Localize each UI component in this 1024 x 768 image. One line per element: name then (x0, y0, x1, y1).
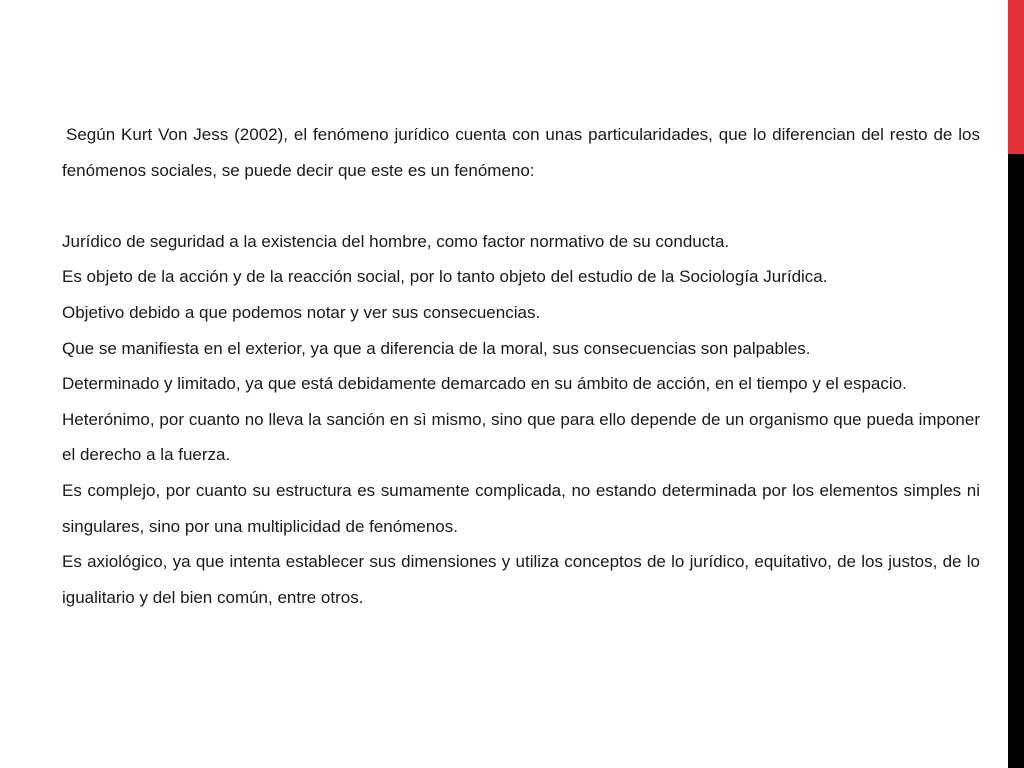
characteristic-item: Es objeto de la acción y de la reacción social, por lo tanto objeto del estudio de la Sociología Jurídica. (62, 267, 828, 287)
intro-paragraph: Según Kurt Von Jess (2002), el fenómeno jurídico cuenta con unas particularidades, que lo diferencian del resto de los fenómenos sociales, se puede decir que este es un fenómeno: (62, 125, 980, 180)
characteristic-item: Es complejo, por cuanto su estructura es sumamente complicada, no estando determinada por los elementos simples ni singulares, sino por una multiplicidad de fenómenos. (62, 480, 980, 536)
characteristic-item: Objetivo debido a que podemos notar y ver sus consecuencias. (62, 302, 541, 322)
characteristic-item: Jurídico de seguridad a la existencia del hombre, como factor normativo de su conducta. (62, 231, 730, 251)
accent-bar-black (1008, 154, 1024, 768)
characteristic-item: Heterónimo, por cuanto no lleva la sanción en sì mismo, sino que para ello depende de un organismo que pueda imponer el derecho a la fuerza. (62, 409, 980, 465)
characteristic-item: Determinado y limitado, ya que está debidamente demarcado en su ámbito de acción, en el tiempo y el espacio. (62, 374, 907, 394)
accent-bar-red (1008, 0, 1024, 154)
characteristic-item: Es axiológico, ya que intenta establecer sus dimensiones y utiliza conceptos de lo jurídico, equitativo, de los justos, de lo igualitario y del bien común, entre otros. (62, 552, 980, 607)
paragraph-spacer (62, 188, 980, 224)
slide-body (62, 117, 980, 615)
characteristic-item: Que se manifiesta en el exterior, ya que a diferencia de la moral, sus consecuencias son palpables. (62, 338, 811, 358)
